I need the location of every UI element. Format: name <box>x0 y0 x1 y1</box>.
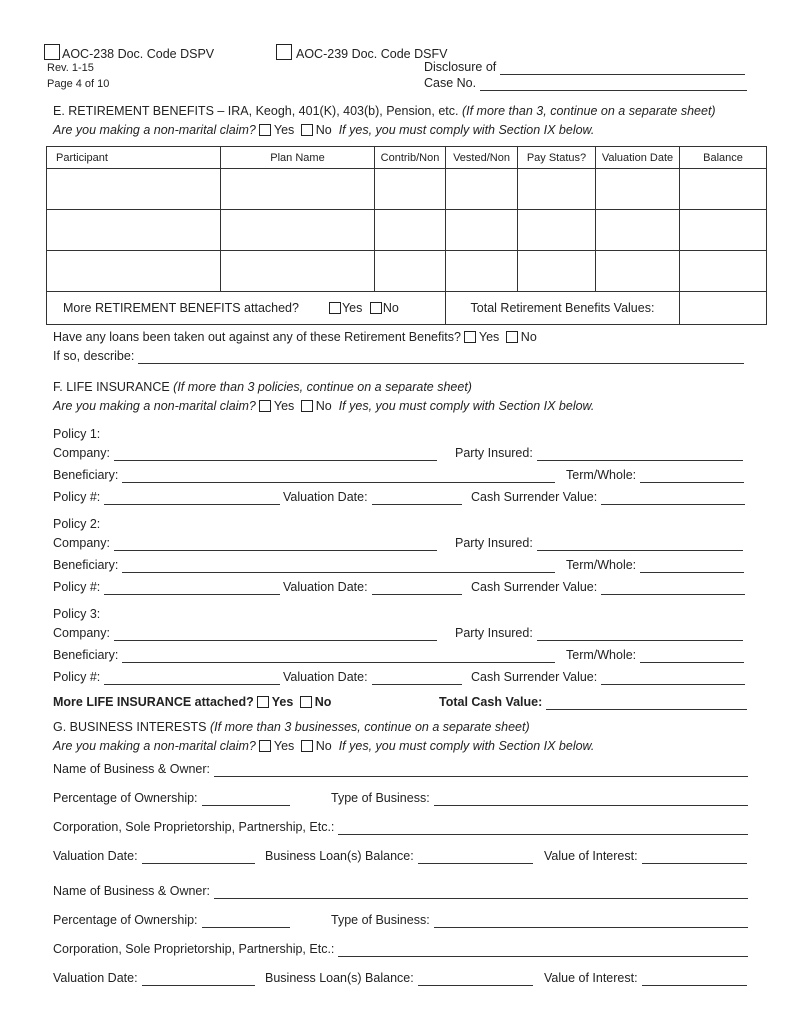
business-owner-field[interactable]: Name of Business & Owner: <box>53 884 748 899</box>
form-aoc239: AOC-239 Doc. Code DSFV <box>276 44 447 62</box>
term-whole-field[interactable]: Term/Whole: <box>566 648 744 663</box>
loans-no-checkbox[interactable] <box>506 331 518 343</box>
section-e-title: E. RETIREMENT BENEFITS – IRA, Keogh, 401(K), 403(b), Pension, etc. (If more than 3, continue on a separate sheet) <box>53 104 716 118</box>
loans-yes-checkbox[interactable] <box>464 331 476 343</box>
business-loan-field[interactable]: Business Loan(s) Balance: <box>265 849 533 864</box>
life-more-no-checkbox[interactable] <box>300 696 312 708</box>
business-entity-field[interactable]: Corporation, Sole Proprietorship, Partnership, Etc.: <box>53 942 748 957</box>
value-of-interest-field[interactable]: Value of Interest: <box>544 971 747 986</box>
more-yes-checkbox[interactable] <box>329 302 341 314</box>
section-f-claim: Are you making a non-marital claim? Yes No If yes, you must comply with Section IX below. <box>53 399 595 413</box>
valuation-date-field[interactable]: Valuation Date: <box>53 971 255 986</box>
section-f-title: F. LIFE INSURANCE (If more than 3 policies, continue on a separate sheet) <box>53 380 472 394</box>
aoc239-checkbox[interactable] <box>276 44 292 60</box>
beneficiary-field[interactable]: Beneficiary: <box>53 468 555 483</box>
beneficiary-field[interactable]: Beneficiary: <box>53 558 555 573</box>
table-row[interactable] <box>47 210 767 251</box>
section-e-claim: Are you making a non-marital claim? Yes No If yes, you must comply with Section IX below. <box>53 123 595 137</box>
policy-number-field[interactable]: Policy #: <box>53 670 280 685</box>
business-loan-field[interactable]: Business Loan(s) Balance: <box>265 971 533 986</box>
more-retirement: More RETIREMENT BENEFITS attached? Yes No <box>47 292 446 325</box>
table-row[interactable] <box>47 169 767 210</box>
policy-heading: Policy 3: <box>53 607 101 621</box>
valuation-date-field[interactable]: Valuation Date: <box>53 849 255 864</box>
aoc238-checkbox[interactable] <box>44 44 60 60</box>
yes-checkbox[interactable] <box>259 400 271 412</box>
business-type-field[interactable]: Type of Business: <box>331 913 748 928</box>
cash-surrender-value-field[interactable]: Cash Surrender Value: <box>471 670 745 685</box>
yes-checkbox[interactable] <box>259 740 271 752</box>
policy-heading: Policy 1: <box>53 427 101 441</box>
ownership-percentage-field[interactable]: Percentage of Ownership: <box>53 913 290 928</box>
cash-surrender-value-field[interactable]: Cash Surrender Value: <box>471 580 745 595</box>
ownership-percentage-field[interactable]: Percentage of Ownership: <box>53 791 290 806</box>
table-row[interactable] <box>47 251 767 292</box>
business-type-field[interactable]: Type of Business: <box>331 791 748 806</box>
retirement-table: Participant Plan Name Contrib/Non Vested/Non Pay Status? Valuation Date Balance More RETIREMENT BENEFITS attached? Yes No Total Retirement Benefits Values: <box>46 146 767 325</box>
life-more-yes-checkbox[interactable] <box>257 696 269 708</box>
policy-number-field[interactable]: Policy #: <box>53 490 280 505</box>
valuation-date-field[interactable]: Valuation Date: <box>283 580 462 595</box>
loans-question: Have any loans been taken out against any of these Retirement Benefits? Yes No <box>53 330 537 344</box>
valuation-date-field[interactable]: Valuation Date: <box>283 490 462 505</box>
business-entity-field[interactable]: Corporation, Sole Proprietorship, Partnership, Etc.: <box>53 820 748 835</box>
cash-surrender-value-field[interactable]: Cash Surrender Value: <box>471 490 745 505</box>
party-insured-field[interactable]: Party Insured: <box>455 536 743 551</box>
section-g-claim: Are you making a non-marital claim? Yes No If yes, you must comply with Section IX below. <box>53 739 595 753</box>
case-number-field[interactable]: Case No. <box>424 76 747 91</box>
more-no-checkbox[interactable] <box>370 302 382 314</box>
term-whole-field[interactable]: Term/Whole: <box>566 468 744 483</box>
policy-heading: Policy 2: <box>53 517 101 531</box>
no-checkbox[interactable] <box>301 400 313 412</box>
form-aoc238: AOC-238 Doc. Code DSPV <box>44 44 214 62</box>
total-retirement-value[interactable] <box>680 292 767 325</box>
total-retirement-label: Total Retirement Benefits Values: <box>446 292 680 325</box>
company-field[interactable]: Company: <box>53 446 437 461</box>
business-owner-field[interactable]: Name of Business & Owner: <box>53 762 748 777</box>
party-insured-field[interactable]: Party Insured: <box>455 446 743 461</box>
valuation-date-field[interactable]: Valuation Date: <box>283 670 462 685</box>
yes-checkbox[interactable] <box>259 124 271 136</box>
total-cash-value-field[interactable]: Total Cash Value: <box>439 695 747 710</box>
company-field[interactable]: Company: <box>53 626 437 641</box>
page-number: Page 4 of 10 <box>47 78 110 90</box>
policy-number-field[interactable]: Policy #: <box>53 580 280 595</box>
no-checkbox[interactable] <box>301 124 313 136</box>
no-checkbox[interactable] <box>301 740 313 752</box>
revision: Rev. 1-15 <box>47 62 94 74</box>
more-life-insurance: More LIFE INSURANCE attached? Yes No <box>53 695 332 709</box>
party-insured-field[interactable]: Party Insured: <box>455 626 743 641</box>
term-whole-field[interactable]: Term/Whole: <box>566 558 744 573</box>
beneficiary-field[interactable]: Beneficiary: <box>53 648 555 663</box>
company-field[interactable]: Company: <box>53 536 437 551</box>
describe-field[interactable]: If so, describe: <box>53 349 744 364</box>
section-g-title: G. BUSINESS INTERESTS (If more than 3 businesses, continue on a separate sheet) <box>53 720 530 734</box>
disclosure-field[interactable]: Disclosure of <box>424 60 745 75</box>
value-of-interest-field[interactable]: Value of Interest: <box>544 849 747 864</box>
